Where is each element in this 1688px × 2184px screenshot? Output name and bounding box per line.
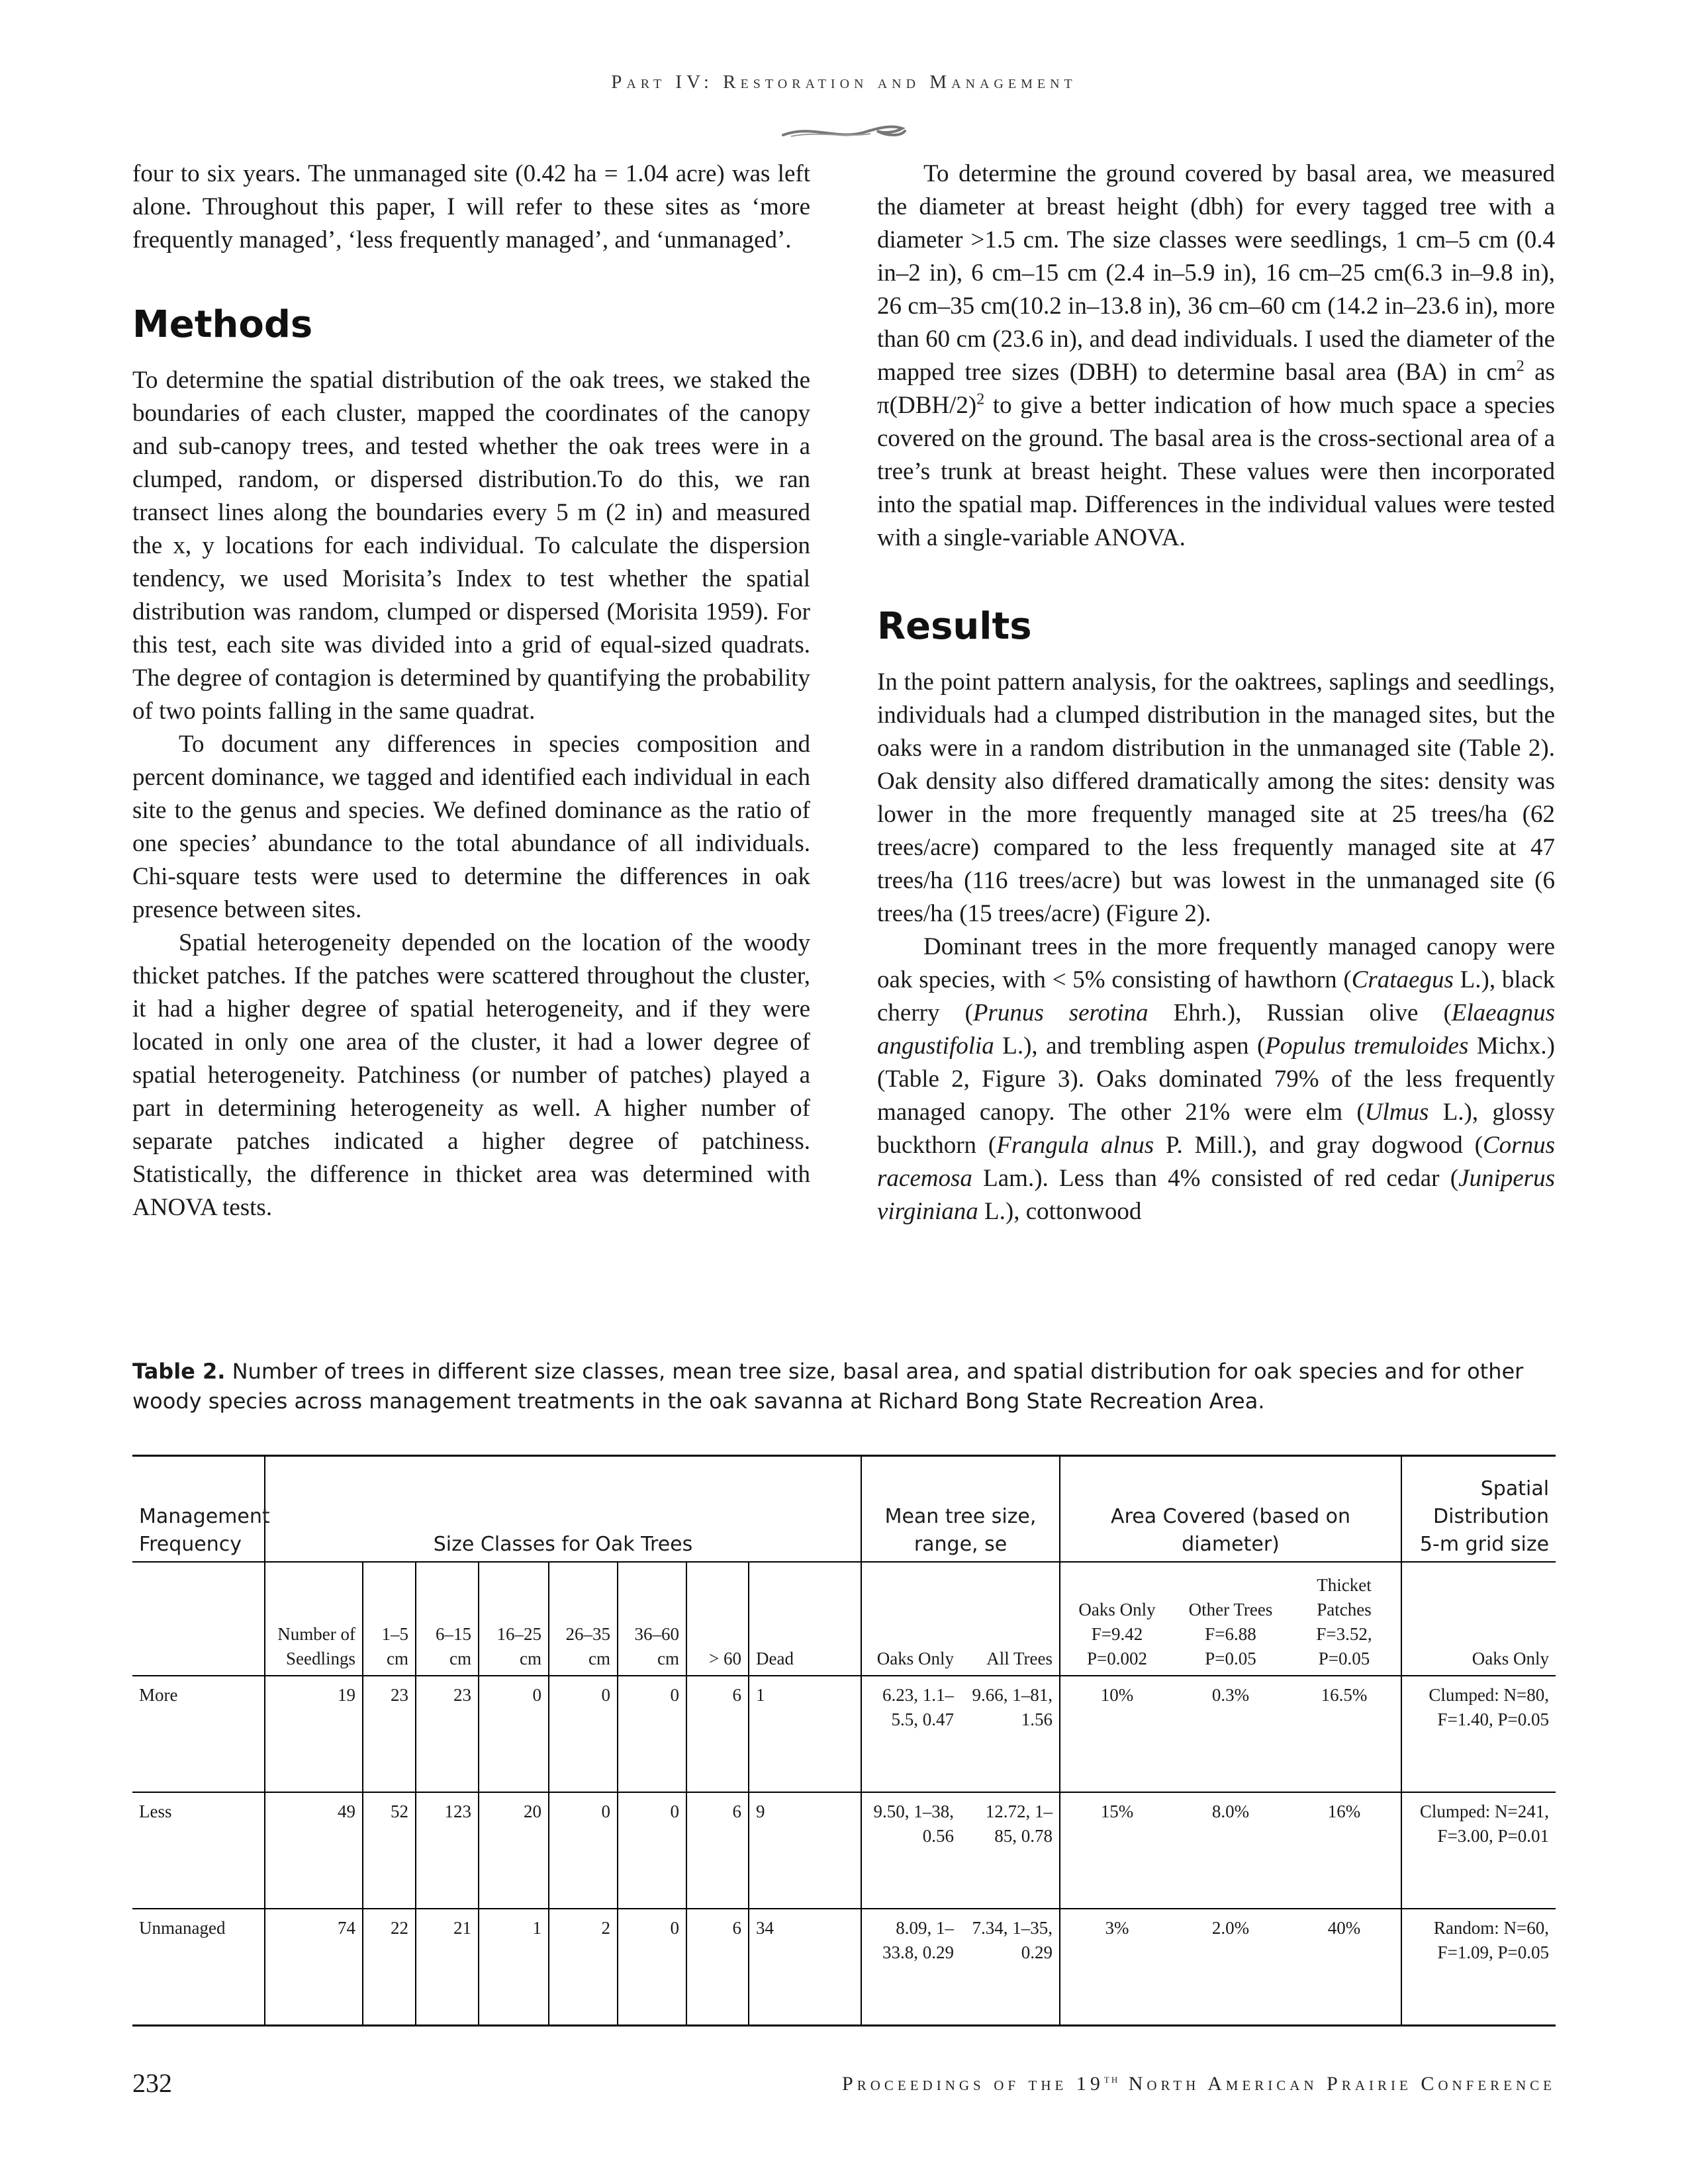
results-paragraph-1: In the point pattern analysis, for the oaktrees, saplings and seedlings, individuals had a clumped distribution in the managed sites, but the oaks were in a random distribution in the unmanaged site (Table 2). Oak density also differed dramatically among the sites: density was lower in the more frequently managed site at 25 trees/ha (62 trees/acre) compared to the less frequently managed site at 47 trees/ha (116 trees/acre) but was lowest in the unmanaged site (6 trees/ha (15 trees/acre) (Figure 2). bbox=[877, 668, 1555, 927]
page-number: 232 bbox=[132, 2068, 172, 2098]
cell-mean-all: 9.66, 1–81, 1.56 bbox=[961, 1676, 1060, 1792]
cell-area-thicket: 40% bbox=[1288, 1909, 1401, 2026]
header-area-covered: Area Covered (based on diameter) bbox=[1060, 1456, 1401, 1563]
cell-seedlings: 49 bbox=[265, 1792, 363, 1909]
cell-over-60: 6 bbox=[686, 1676, 749, 1792]
subheader-spatial-oaks: Oaks Only bbox=[1401, 1562, 1556, 1676]
basal-area-paragraph: To determine the ground covered by basal area, we measured the diameter at breast height (dbh) for every tagged tree with a diameter >1.5 cm. The size classes were seedlings, 1 cm–5 cm (0.4 in–2 in), 6 cm–15 cm (2.4 in–5.9 in), 16 cm–25 cm(6.3 in–9.8 in), 26 cm–35 cm(10.2 in–13.8 in), 36 cm–60 cm (14.2 in–23.6 in), more than 60 cm (23.6 in), and dead individuals. I used the diameter of the mapped tree sizes (DBH) to determine basal area (BA) in $cm^2$ as $\pi(DBH/2)^2$ to give a better indication of how much space a species covered on the ground. The basal area is the cross-sectional area of a tree’s trunk at breast height. These values were then incorporated into the spatial map. Differences in the individual values were tested with a single-variable ANOVA. bbox=[877, 160, 1555, 551]
header-size-classes: Size Classes for Oak Trees bbox=[265, 1456, 861, 1563]
subheader-over-60: > 60 bbox=[686, 1562, 749, 1676]
right-column bbox=[877, 158, 1555, 1228]
results-paragraph-2: Dominant trees in the more frequently managed canopy were oak species, with < 5% consisting of hawthorn (Crataegus L.), black cherry (Prunus serotina Ehrh.), Russian olive (Elaeagnus angustifolia L.), and trembling aspen (Populus tremuloides Michx.) (Table 2, Figure 3). Oaks dominated 79% of the less frequently managed canopy. The other 21% were elm (Ulmus L.), glossy buckthorn (Frangula alnus P. Mill.), and gray dogwood (Cornus racemosa Lam.). Less than 4% consisted of red cedar (Juniperus virginiana L.), cottonwood bbox=[877, 933, 1556, 1225]
cell-area-other: 8.0% bbox=[1174, 1792, 1288, 1909]
cell-6-15: 123 bbox=[416, 1792, 479, 1909]
cell-36-60: 0 bbox=[618, 1792, 686, 1909]
subheader-1-5: 1–5 cm bbox=[363, 1562, 416, 1676]
subheader-26-35: 26–35 cm bbox=[549, 1562, 618, 1676]
intro-paragraph: four to six years. The unmanaged site (0.42 ha = 1.04 acre) was left alone. Throughout this paper, I will refer to these sites as ‘more frequently managed’, ‘less frequently managed’, and ‘unmanaged’. bbox=[132, 160, 810, 253]
subheader-16-25: 16–25 cm bbox=[479, 1562, 549, 1676]
cell-dead: 34 bbox=[749, 1909, 861, 2026]
cell-16-25: 0 bbox=[479, 1676, 549, 1792]
cell-seedlings: 74 bbox=[265, 1909, 363, 2026]
running-header: Part IV: Restoration and Management bbox=[611, 71, 1077, 93]
cell-1-5: 22 bbox=[363, 1909, 416, 2026]
row-label: More bbox=[132, 1676, 265, 1792]
cell-mean-all: 7.34, 1–35, 0.29 bbox=[961, 1909, 1060, 2026]
cell-spatial: Clumped: N=241, F=3.00, P=0.01 bbox=[1401, 1792, 1556, 1909]
header-management: Management Frequency bbox=[132, 1456, 265, 1563]
header-mean-size: Mean tree size, range, se bbox=[861, 1456, 1060, 1563]
cell-area-thicket: 16% bbox=[1288, 1792, 1401, 1909]
cell-spatial: Random: N=60, F=1.09, P=0.05 bbox=[1401, 1909, 1556, 2026]
cell-26-35: 0 bbox=[549, 1792, 618, 1909]
subheader-all-trees: All Trees bbox=[961, 1562, 1060, 1676]
cell-6-15: 21 bbox=[416, 1909, 479, 2026]
cell-mean-all: 12.72, 1–85, 0.78 bbox=[961, 1792, 1060, 1909]
cell-1-5: 52 bbox=[363, 1792, 416, 1909]
cell-6-15: 23 bbox=[416, 1676, 479, 1792]
table-row bbox=[132, 1792, 1556, 1909]
methods-paragraph-1: To determine the spatial distribution of the oak trees, we staked the boundaries of each cluster, mapped the coordinates of the canopy and sub-canopy trees, and tested whether the oak trees were in a clumped, random, or dispersed distribution.To do this, we ran transect lines along the boundaries every 5 m (2 in) and measured the x, y locations for each individual. To calculate the dispersion tendency, we used Morisita’s Index to test whether the spatial distribution was random, clumped or dispersed (Morisita 1959). For this test, each site was divided into a grid of equal-sized quadrats. The degree of contagion is determined by quantifying the probability of two points falling in the same quadrat. bbox=[132, 367, 810, 725]
results-heading: Results bbox=[877, 605, 1032, 648]
subheader-area-other: Other Trees F=6.88 P=0.05 bbox=[1174, 1562, 1288, 1676]
table-row bbox=[132, 1909, 1556, 2026]
subheader-dead: Dead bbox=[749, 1562, 861, 1676]
header-spatial-distribution: Spatial Distribution 5-m grid size bbox=[1401, 1456, 1556, 1563]
methods-paragraph-2: To document any differences in species composition and percent dominance, we tagged and identified each individual in each site to the genus and species. We defined dominance as the ratio of one species’ abundance to the total abundance of all individuals. Chi-square tests were used to determine the differences in oak presence between sites. bbox=[132, 731, 810, 923]
cell-36-60: 0 bbox=[618, 1909, 686, 2026]
cell-26-35: 0 bbox=[549, 1676, 618, 1792]
cell-area-oaks: 3% bbox=[1060, 1909, 1174, 2026]
cell-over-60: 6 bbox=[686, 1909, 749, 2026]
subheader-blank bbox=[132, 1562, 265, 1676]
table-row bbox=[132, 1676, 1556, 1792]
table-group-header-row bbox=[132, 1456, 1556, 1563]
subheader-seedlings: Number of Seedlings bbox=[265, 1562, 363, 1676]
row-label: Unmanaged bbox=[132, 1909, 265, 2026]
methods-paragraph-3: Spatial heterogeneity depended on the location of the woody thicket patches. If the patches were scattered throughout the cluster, it had a higher degree of spatial heterogeneity, and if they were located in only one area of the cluster, it had a lower degree of spatial heterogeneity. Patchiness (or number of patches) played a part in determining heterogeneity as well. A higher number of separate patches indicated a higher degree of patchiness. Statistically, the difference in thicket area was determined with ANOVA tests. bbox=[132, 929, 810, 1221]
row-label: Less bbox=[132, 1792, 265, 1909]
cell-16-25: 1 bbox=[479, 1909, 549, 2026]
subheader-oaks-only: Oaks Only bbox=[861, 1562, 961, 1676]
left-column bbox=[132, 158, 810, 1224]
cell-16-25: 20 bbox=[479, 1792, 549, 1909]
cell-area-other: 2.0% bbox=[1174, 1909, 1288, 2026]
table-2 bbox=[132, 1455, 1556, 2026]
table-subheader-row bbox=[132, 1562, 1556, 1676]
methods-heading: Methods bbox=[132, 303, 313, 346]
table-caption: Table 2. Number of trees in different size classes, mean tree size, basal area, and spatial distribution for oak species and for other woody species across management treatments in the oak savanna at Richard Bong State Recreation Area. bbox=[132, 1359, 1524, 1414]
subheader-6-15: 6–15 cm bbox=[416, 1562, 479, 1676]
running-footer: Proceedings of the 19th North American Prairie Conference bbox=[842, 2072, 1556, 2095]
cell-area-oaks: 15% bbox=[1060, 1792, 1174, 1909]
cell-1-5: 23 bbox=[363, 1676, 416, 1792]
cell-26-35: 2 bbox=[549, 1909, 618, 2026]
cell-area-other: 0.3% bbox=[1174, 1676, 1288, 1792]
cell-mean-oaks: 6.23, 1.1–5.5, 0.47 bbox=[861, 1676, 961, 1792]
cell-36-60: 0 bbox=[618, 1676, 686, 1792]
cell-seedlings: 19 bbox=[265, 1676, 363, 1792]
cell-area-thicket: 16.5% bbox=[1288, 1676, 1401, 1792]
cell-spatial: Clumped: N=80, F=1.40, P=0.05 bbox=[1401, 1676, 1556, 1792]
cell-mean-oaks: 8.09, 1–33.8, 0.29 bbox=[861, 1909, 961, 2026]
decorative-flourish bbox=[778, 118, 910, 144]
subheader-area-oaks: Oaks Only F=9.42 P=0.002 bbox=[1060, 1562, 1174, 1676]
cell-area-oaks: 10% bbox=[1060, 1676, 1174, 1792]
cell-dead: 9 bbox=[749, 1792, 861, 1909]
subheader-area-thicket: Thicket Patches F=3.52, P=0.05 bbox=[1288, 1562, 1401, 1676]
cell-over-60: 6 bbox=[686, 1792, 749, 1909]
subheader-36-60: 36–60 cm bbox=[618, 1562, 686, 1676]
cell-mean-oaks: 9.50, 1–38, 0.56 bbox=[861, 1792, 961, 1909]
cell-dead: 1 bbox=[749, 1676, 861, 1792]
